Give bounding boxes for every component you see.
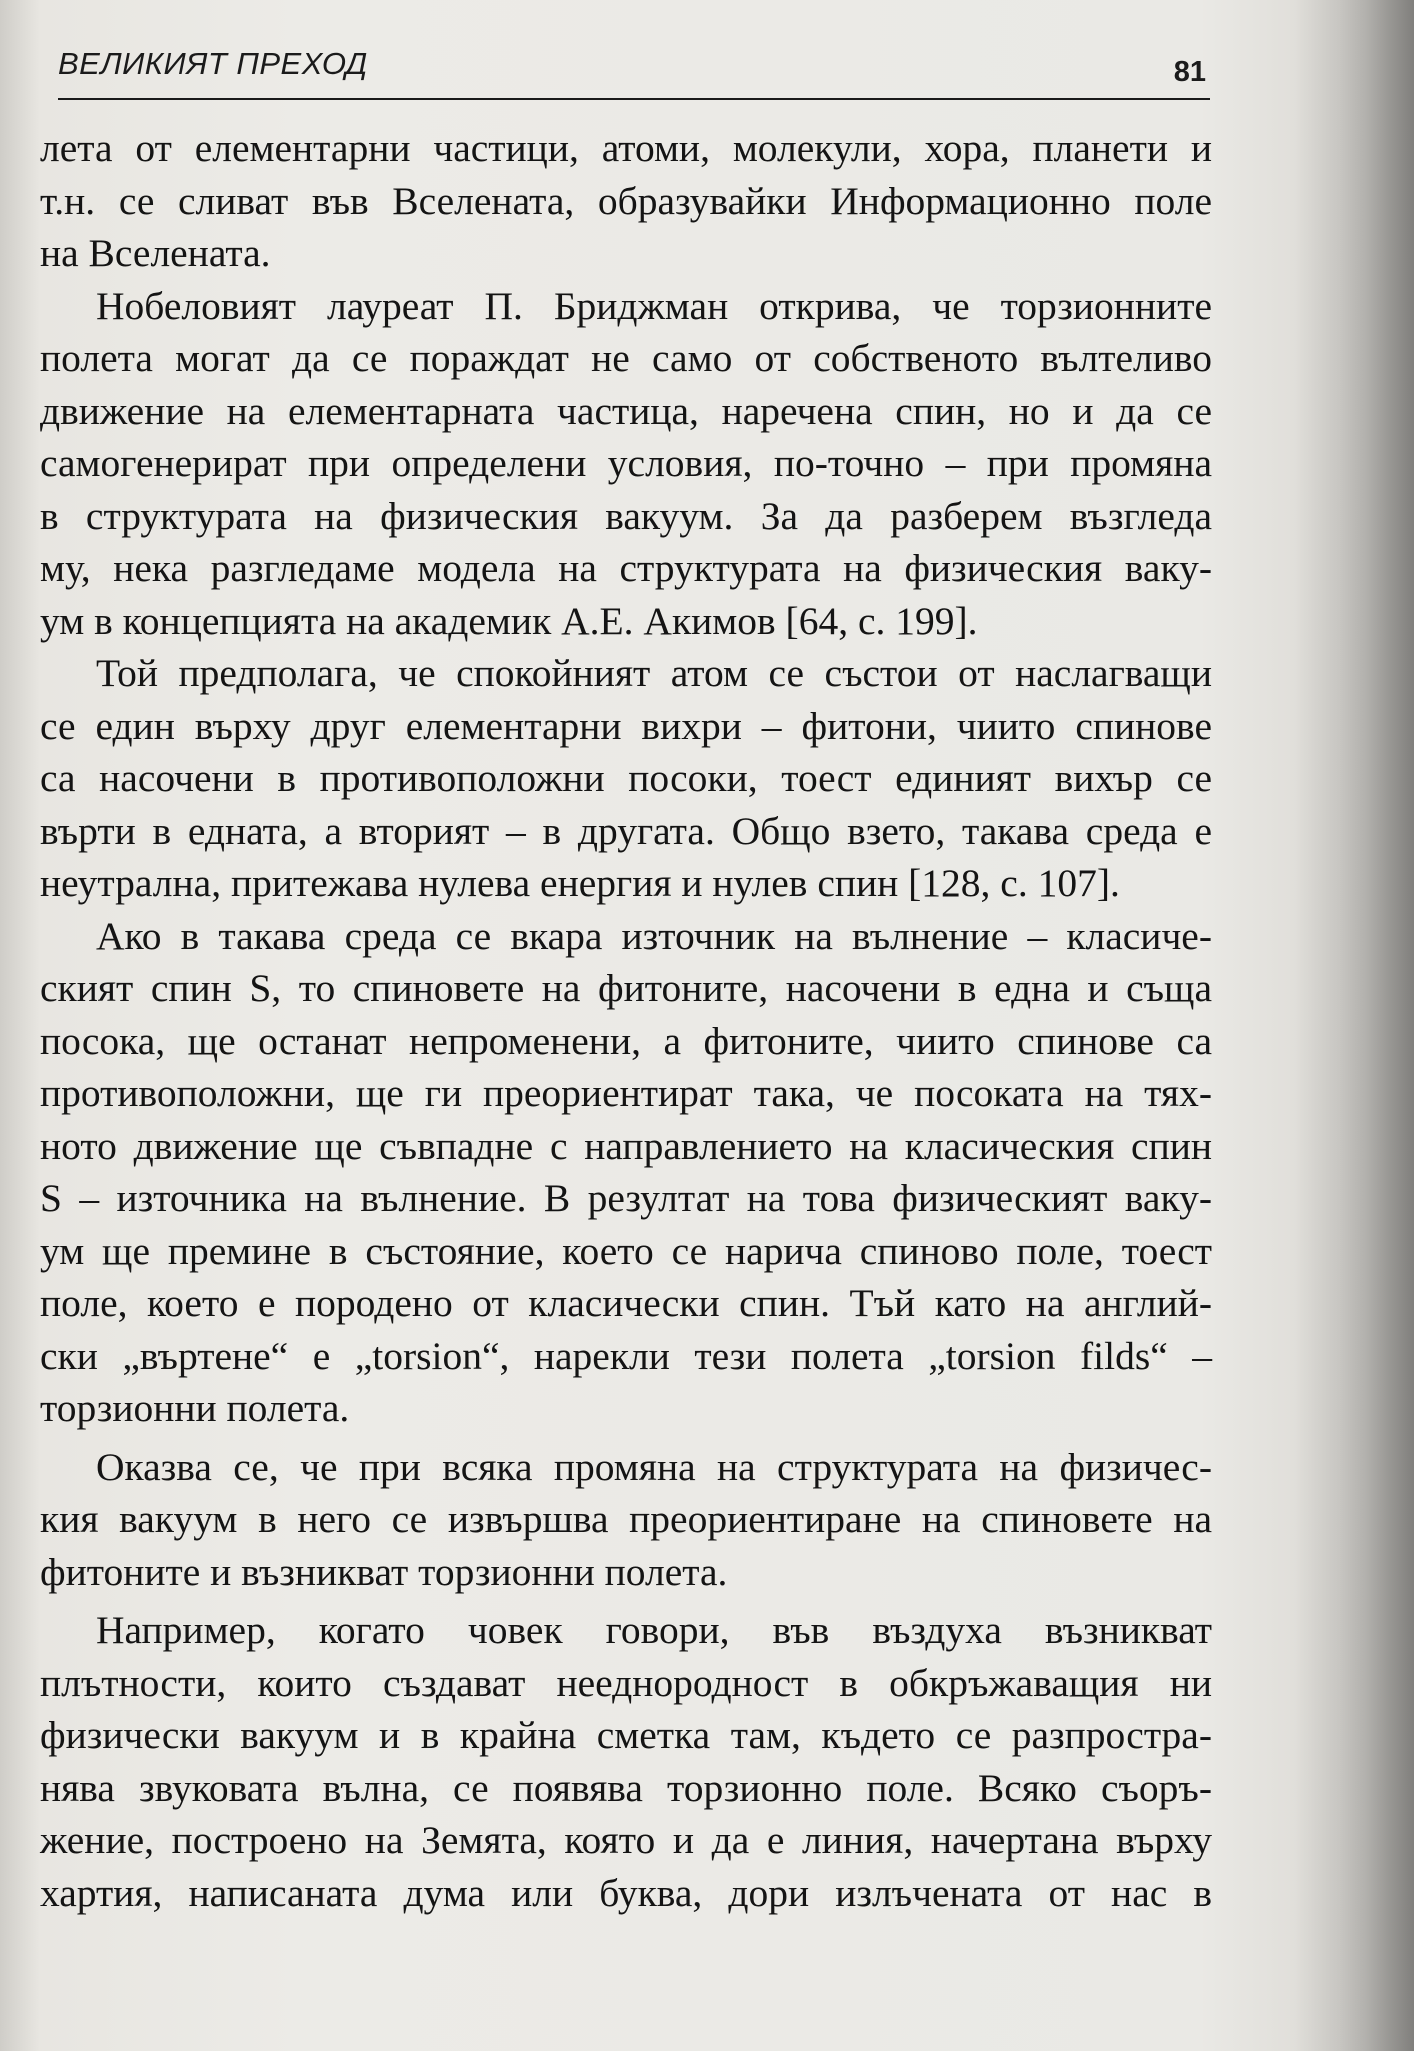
text-line: самогенерират при определени условия, по-точно – при промяна xyxy=(40,441,1212,485)
text-line: движение на елементарната частица, наречена спин, но и да се xyxy=(40,388,1212,433)
text-line: неутрална, притежава нулева енергия и нулев спин [128, с. 107]. xyxy=(40,861,1120,905)
text-line: физически вакуум и в крайна сметка там, където се разпростра- xyxy=(40,1713,1212,1757)
text-line: полета могат да се пораждат не само от собственото вълтеливо xyxy=(40,336,1212,380)
text-line: Ако в такава среда се вкара източник на вълнение – класиче- xyxy=(96,913,1212,958)
paragraph xyxy=(40,1604,1212,1919)
running-header xyxy=(58,38,1210,100)
text-line: се един върху друг елементарни вихри – фитони, чиито спинове xyxy=(40,703,1212,748)
text-line: посока, ще останат непроменени, а фитоните, чиито спинове са xyxy=(40,1018,1212,1063)
text-line: Той предполага, че спокойният атом се състои от наслагващи xyxy=(96,651,1212,695)
text-line: Нобеловият лауреат П. Бриджман открива, че торзионните xyxy=(96,283,1212,328)
running-title: ВЕЛИКИЯТ ПРЕХОД xyxy=(58,46,368,81)
text-line: върти в едната, а вторият – в другата. Общо взето, такава среда е xyxy=(40,808,1212,853)
page-number: 81 xyxy=(1173,56,1206,88)
text-line: в структурата на физическия вакуум. За да разберем възгледа xyxy=(40,493,1212,538)
text-line: му, нека разгледаме модела на структурата на физическия ваку- xyxy=(40,546,1212,590)
text-line: торзионни полета. xyxy=(40,1386,350,1430)
text-line: ският спин S, то спиновете на фитоните, насочени в една и съща xyxy=(40,966,1212,1010)
paragraph xyxy=(40,1441,1212,1599)
paragraph xyxy=(40,910,1212,1435)
facing-page-shadow xyxy=(1294,0,1414,2051)
text-line: ното движение ще съвпадне с направлението на класическия спин xyxy=(40,1123,1212,1168)
text-line: са насочени в противоположни посоки, тоест единият вихър се xyxy=(40,756,1212,800)
text-line: поле, което е породено от класически спин. Тъй като на англий- xyxy=(40,1281,1212,1325)
body-text xyxy=(40,122,1212,1919)
text-line: жение, построено на Земята, която и да е линия, начертана върху xyxy=(40,1818,1212,1862)
text-line: противоположни, ще ги преориентират така, че посоката на тях- xyxy=(40,1071,1212,1115)
text-line: Оказва се, че при всяка промяна на структурата на физичес- xyxy=(96,1444,1212,1489)
text-line: ум в концепцията на академик А.Е. Акимов [64, с. 199]. xyxy=(40,598,978,643)
text-line: хартия, написаната дума или буква, дори излъчената от нас в xyxy=(40,1870,1212,1915)
text-line: S – източника на вълнение. В резултат на това физическият ваку- xyxy=(40,1176,1212,1220)
text-line: на Вселената. xyxy=(40,231,271,275)
paragraph xyxy=(40,647,1212,910)
text-line: т.н. се сливат във Вселената, образувайки Информационно поле xyxy=(40,178,1212,223)
text-line: нява звуковата вълна, се появява торзионно поле. Всяко съоръ- xyxy=(40,1765,1212,1810)
text-line: фитоните и възникват торзионни полета. xyxy=(40,1549,728,1594)
text-line: лета от елементарни частици, атоми, молекули, хора, планети и xyxy=(40,126,1212,170)
text-line: кия вакуум в него се извършва преориентиране на спиновете на xyxy=(40,1497,1212,1541)
text-line: ски „въртене“ е „torsion“, нарекли тези полета „torsion filds“ – xyxy=(40,1333,1212,1378)
text-line: Например, когато човек говори, във въздуха възникват xyxy=(96,1608,1212,1652)
paragraph xyxy=(40,280,1212,648)
text-line: плътности, които създават нееднородност в обкръжаващия ни xyxy=(40,1660,1212,1705)
text-line: ум ще премине в състояние, което се нарича спиново поле, тоест xyxy=(40,1228,1212,1273)
paragraph xyxy=(40,122,1212,280)
